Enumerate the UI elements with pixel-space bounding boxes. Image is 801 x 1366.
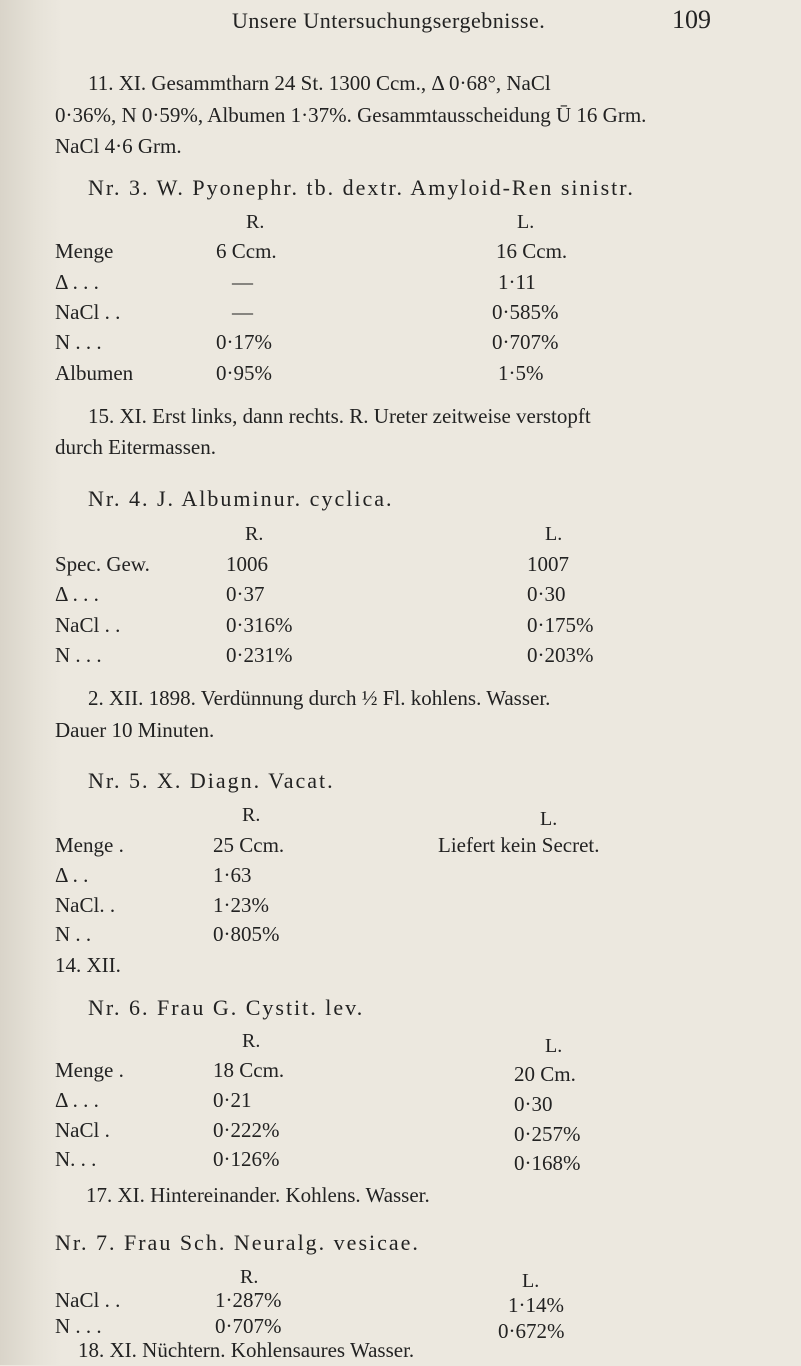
nr6-note-1: 17. XI. Hintereinander. Kohlens. Wasser. <box>86 1183 430 1207</box>
nr3-heading: Nr. 3. W. Pyonephr. tb. dextr. Amyloid-Ren sinistr. <box>88 175 635 200</box>
nr7-note-1: 18. XI. Nüchtern. Kohlensaures Wasser. <box>78 1338 415 1362</box>
nr5-col-r: R. <box>242 804 261 826</box>
nr4-row-l: 0·175% <box>527 613 594 637</box>
nr7-row-l: 1·14% <box>508 1293 564 1317</box>
nr5-row-r: 0·805% <box>213 922 280 946</box>
nr5-row-label: Δ . . <box>55 863 89 887</box>
nr7-col-l: L. <box>522 1270 540 1292</box>
case11-line-3: NaCl 4·6 Grm. <box>55 134 182 158</box>
nr3-col-l: L. <box>517 211 535 233</box>
nr4-row-r: 0·316% <box>226 613 293 637</box>
nr5-row-label: N . . <box>55 922 92 946</box>
nr7-row-label: NaCl . . <box>55 1288 121 1312</box>
nr3-row-label: N . . . <box>55 330 102 354</box>
nr7-row-l: 0·672% <box>498 1319 565 1343</box>
nr6-col-r: R. <box>242 1030 261 1052</box>
nr7-row-r: 1·287% <box>215 1288 282 1312</box>
nr6-row-r: 0·126% <box>213 1147 280 1171</box>
nr7-col-r: R. <box>240 1266 259 1288</box>
nr3-row-l: 0·585% <box>492 300 559 324</box>
nr6-row-l: 0·257% <box>514 1122 581 1146</box>
nr6-row-label: NaCl . <box>55 1118 110 1142</box>
nr4-row-r: 0·37 <box>226 582 265 606</box>
nr3-row-l: 1·11 <box>498 270 536 294</box>
case11-line-1: 11. XI. Gesammtharn 24 St. 1300 Ccm., Δ 0·68°, NaCl <box>88 71 551 95</box>
nr3-row-l: 16 Ccm. <box>496 239 568 263</box>
nr4-row-label: Δ . . . <box>55 582 99 606</box>
nr3-note-1: 15. XI. Erst links, dann rechts. R. Ureter zeitweise verstopft <box>88 404 591 428</box>
nr4-row-l: 0·30 <box>527 582 566 606</box>
nr7-row-r: 0·707% <box>215 1314 282 1338</box>
nr3-col-r: R. <box>246 211 265 233</box>
nr4-note-2: Dauer 10 Minuten. <box>55 718 215 742</box>
nr3-row-label: Menge <box>55 239 114 263</box>
nr4-row-l: 1007 <box>527 552 569 576</box>
nr5-row-label: NaCl. . <box>55 893 116 917</box>
nr4-row-r: 1006 <box>226 552 268 576</box>
nr6-heading: Nr. 6. Frau G. Cystit. lev. <box>88 995 365 1020</box>
nr6-row-label: Δ . . . <box>55 1088 99 1112</box>
nr7-heading: Nr. 7. Frau Sch. Neuralg. vesicae. <box>55 1230 420 1255</box>
nr6-row-r: 18 Ccm. <box>213 1058 285 1082</box>
nr4-row-label: N . . . <box>55 643 102 667</box>
nr6-row-l: 20 Cm. <box>514 1062 576 1086</box>
nr7-row-label: N . . . <box>55 1314 102 1338</box>
nr6-row-r: 0·222% <box>213 1118 280 1142</box>
page-number: 109 <box>672 5 711 34</box>
nr6-row-label: N. . . <box>55 1147 97 1171</box>
nr6-col-l: L. <box>545 1035 563 1057</box>
nr3-row-label: NaCl . . <box>55 300 121 324</box>
nr3-row-r: 0·95% <box>216 361 272 385</box>
nr5-row-r: 1·23% <box>213 893 269 917</box>
nr4-row-l: 0·203% <box>527 643 594 667</box>
nr6-row-l: 0·168% <box>514 1151 581 1175</box>
nr3-row-l: 0·707% <box>492 330 559 354</box>
nr6-row-r: 0·21 <box>213 1088 252 1112</box>
nr5-row-label: Menge . <box>55 833 124 857</box>
nr3-row-r: — <box>232 270 253 294</box>
nr5-heading: Nr. 5. X. Diagn. Vacat. <box>88 768 335 793</box>
nr4-note-1: 2. XII. 1898. Verdünnung durch ½ Fl. kohlens. Wasser. <box>88 686 551 710</box>
nr3-note-2: durch Eitermassen. <box>55 435 216 459</box>
nr4-row-r: 0·231% <box>226 643 293 667</box>
nr3-row-l: 1·5% <box>498 361 544 385</box>
nr5-row-r: 1·63 <box>213 863 252 887</box>
nr3-row-r: — <box>232 300 253 324</box>
nr6-row-l: 0·30 <box>514 1092 553 1116</box>
nr5-date: 14. XII. <box>55 953 121 977</box>
nr6-row-label: Menge . <box>55 1058 124 1082</box>
nr5-l-note: Liefert kein Secret. <box>438 833 600 857</box>
nr4-heading: Nr. 4. J. Albuminur. cyclica. <box>88 486 394 511</box>
nr4-row-label: NaCl . . <box>55 613 121 637</box>
case11-line-2: 0·36%, N 0·59%, Albumen 1·37%. Gesammtausscheidung Ū 16 Grm. <box>55 103 647 127</box>
running-header: Unsere Untersuchungsergebnisse. <box>232 8 546 33</box>
nr5-row-r: 25 Ccm. <box>213 833 285 857</box>
nr3-row-r: 0·17% <box>216 330 272 354</box>
nr3-row-label: Albumen <box>55 361 134 385</box>
nr5-col-l: L. <box>540 808 558 830</box>
nr4-col-l: L. <box>545 523 563 545</box>
nr4-row-label: Spec. Gew. <box>55 552 150 576</box>
nr3-row-label: Δ . . . <box>55 270 99 294</box>
nr3-row-r: 6 Ccm. <box>216 239 277 263</box>
nr4-col-r: R. <box>245 523 264 545</box>
